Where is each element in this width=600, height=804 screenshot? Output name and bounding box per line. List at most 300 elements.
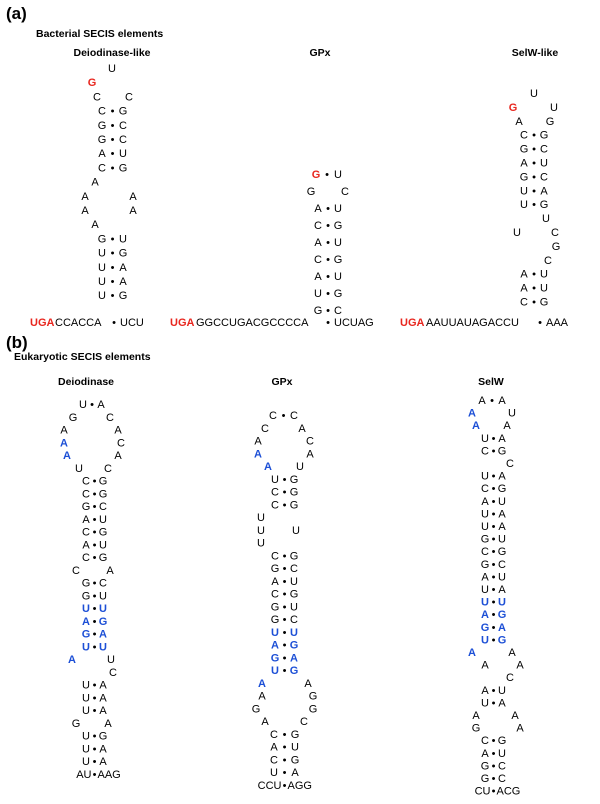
- nucleotide: A: [481, 747, 489, 760]
- uga-codon: UGA: [170, 317, 195, 329]
- nucleotide: A: [298, 422, 306, 435]
- nucleotide: C: [271, 499, 279, 512]
- nucleotide: A: [478, 395, 486, 407]
- nucleotide: G: [289, 665, 299, 677]
- nucleotide: A: [261, 716, 269, 728]
- nucleotide: C: [72, 564, 80, 577]
- nucleotide: AU: [76, 768, 92, 781]
- nucleotide: G: [508, 101, 518, 114]
- base-sequence-right: UCU: [120, 317, 144, 329]
- base-pair-dot: •: [326, 288, 330, 300]
- nucleotide: A: [468, 407, 476, 420]
- nucleotide: G: [97, 233, 107, 246]
- nucleotide: A: [63, 450, 71, 462]
- nucleotide: C: [99, 577, 107, 590]
- base-pair-dot: •: [282, 754, 287, 767]
- nucleotide: U: [292, 524, 300, 537]
- base-pair-dot: •: [110, 261, 115, 274]
- nucleotide: U: [481, 697, 489, 710]
- nucleotide: C: [481, 735, 489, 748]
- base-pair-dot: •: [282, 563, 287, 575]
- nucleotide: A: [99, 628, 107, 641]
- base-pair-dot: •: [112, 317, 116, 329]
- nucleotide: A: [520, 282, 528, 295]
- base-pair-dot: •: [491, 533, 496, 546]
- nucleotide: U: [481, 508, 489, 521]
- nucleotide: G: [270, 563, 280, 575]
- nucleotide: C: [520, 296, 528, 309]
- nucleotide: G: [290, 728, 300, 741]
- base-pair-dot: •: [282, 499, 287, 512]
- base-pair-dot: •: [92, 488, 97, 501]
- base-pair-dot: •: [491, 773, 496, 785]
- nucleotide: A: [291, 767, 299, 779]
- base-pair-dot: •: [282, 652, 287, 665]
- nucleotide: C: [290, 614, 298, 626]
- nucleotide: A: [481, 609, 489, 622]
- base-pair-dot: •: [326, 254, 330, 266]
- nucleotide: A: [264, 461, 272, 473]
- nucleotide: C: [269, 410, 277, 422]
- nucleotide: A: [99, 705, 107, 717]
- nucleotide: G: [81, 590, 91, 603]
- nucleotide: G: [308, 690, 318, 703]
- nucleotide: U: [520, 199, 528, 212]
- nucleotide: U: [498, 747, 506, 760]
- nucleotide: A: [472, 710, 480, 722]
- nucleotide: C: [498, 760, 506, 773]
- base-pair-dot: •: [491, 571, 496, 584]
- nucleotide: C: [520, 129, 528, 142]
- nucleotide: U: [550, 101, 558, 114]
- nucleotide: G: [289, 473, 299, 486]
- nucleotide: C: [99, 501, 107, 513]
- base-pair-dot: •: [532, 199, 536, 212]
- nucleotide: U: [108, 63, 116, 75]
- base-pair-dot: •: [282, 767, 287, 779]
- nucleotide: A: [314, 237, 322, 249]
- nucleotide: U: [82, 705, 90, 717]
- nucleotide: U: [98, 276, 106, 288]
- base-pair-dot: •: [92, 768, 97, 781]
- base-pair-dot: •: [90, 399, 94, 411]
- nucleotide: C: [82, 488, 90, 501]
- nucleotide: A: [498, 470, 506, 483]
- nucleotide: A: [254, 435, 262, 448]
- nucleotide: U: [98, 290, 106, 303]
- nucleotide: C: [82, 552, 90, 564]
- nucleotide: C: [481, 445, 489, 458]
- nucleotide: A: [258, 690, 266, 703]
- base-pair-dot: •: [110, 105, 115, 118]
- nucleotide: G: [289, 588, 299, 601]
- base-pair-dot: •: [491, 558, 496, 571]
- nucleotide: U: [334, 237, 342, 249]
- nucleotide: U: [314, 288, 322, 300]
- nucleotide: U: [257, 512, 265, 524]
- base-pair-dot: •: [491, 483, 496, 496]
- base-pair-dot: •: [110, 290, 115, 303]
- panel-b-heading: Eukaryotic SECIS elements: [14, 351, 151, 363]
- nucleotide: U: [82, 603, 90, 615]
- nucleotide: C: [498, 558, 506, 571]
- nucleotide: U: [82, 679, 90, 692]
- base-pair-dot: •: [110, 276, 115, 288]
- nucleotide: CU: [474, 785, 491, 798]
- base-pair-dot: •: [92, 756, 97, 768]
- nucleotide: A: [520, 157, 528, 170]
- nucleotide: U: [79, 399, 87, 411]
- nucleotide: C: [271, 486, 279, 499]
- nucleotide: A: [82, 539, 90, 552]
- base-pair-dot: •: [326, 317, 330, 329]
- nucleotide: G: [539, 129, 549, 142]
- title-bact-gpx: GPx: [309, 47, 331, 59]
- nucleotide: A: [516, 722, 524, 735]
- nucleotide: C: [109, 666, 117, 679]
- title-euk-gpx: GPx: [271, 376, 293, 388]
- base-pair-dot: •: [491, 684, 496, 697]
- nucleotide: U: [82, 743, 90, 756]
- nucleotide: U: [99, 539, 107, 552]
- base-pair-dot: •: [532, 268, 536, 281]
- nucleotide: A: [498, 395, 506, 407]
- nucleotide: G: [308, 703, 318, 716]
- nucleotide: U: [498, 495, 506, 508]
- nucleotide: G: [519, 143, 529, 156]
- nucleotide: U: [290, 601, 298, 614]
- base-sequence-right: AAA: [546, 317, 569, 329]
- structure-bact-selw-like: [400, 88, 569, 329]
- nucleotide: U: [296, 461, 304, 473]
- nucleotide: ACG: [496, 785, 521, 798]
- nucleotide: U: [257, 524, 265, 537]
- nucleotide: U: [99, 603, 107, 615]
- base-pair-dot: •: [532, 282, 536, 295]
- base-pair-dot: •: [282, 588, 287, 601]
- nucleotide: U: [481, 584, 489, 596]
- base-pair-dot: •: [282, 601, 287, 614]
- nucleotide: G: [98, 730, 108, 743]
- nucleotide: G: [311, 169, 321, 181]
- base-pair-dot: •: [282, 779, 287, 792]
- nucleotide: C: [506, 458, 514, 470]
- base-pair-dot: •: [92, 615, 97, 628]
- nucleotide: A: [498, 697, 506, 710]
- base-pair-dot: •: [491, 495, 496, 508]
- base-pair-dot: •: [282, 741, 287, 754]
- base-pair-dot: •: [282, 473, 287, 486]
- nucleotide: U: [290, 626, 298, 639]
- base-pair-dot: •: [491, 697, 496, 710]
- base-pair-dot: •: [92, 501, 97, 513]
- nucleotide: U: [540, 282, 548, 295]
- nucleotide: U: [75, 462, 83, 475]
- uga-codon: UGA: [400, 317, 425, 329]
- nucleotide: G: [551, 240, 561, 253]
- base-pair-dot: •: [92, 641, 97, 654]
- base-pair-dot: •: [92, 590, 97, 603]
- nucleotide: G: [98, 475, 108, 488]
- nucleotide: G: [71, 717, 81, 730]
- nucleotide: C: [271, 550, 279, 563]
- base-pair-dot: •: [282, 626, 287, 639]
- nucleotide: A: [82, 513, 90, 526]
- base-pair-dot: •: [282, 665, 287, 677]
- nucleotide: U: [520, 185, 528, 198]
- nucleotide: A: [104, 717, 112, 730]
- nucleotide: U: [107, 654, 115, 666]
- nucleotide: A: [129, 190, 137, 203]
- nucleotide: C: [98, 162, 106, 175]
- nucleotide: U: [98, 261, 106, 274]
- nucleotide: A: [258, 677, 266, 690]
- base-pair-dot: •: [282, 575, 287, 588]
- nucleotide: U: [99, 513, 107, 526]
- nucleotide: G: [118, 247, 128, 260]
- base-pair-dot: •: [92, 679, 97, 692]
- nucleotide: G: [81, 501, 91, 513]
- base-pair-dot: •: [491, 596, 496, 609]
- nucleotide: U: [82, 641, 90, 654]
- nucleotide: U: [498, 533, 506, 546]
- base-pair-dot: •: [326, 203, 330, 215]
- nucleotide: AAG: [97, 768, 121, 781]
- nucleotide: U: [99, 641, 107, 654]
- nucleotide: A: [520, 268, 528, 281]
- base-pair-dot: •: [282, 550, 287, 563]
- base-pair-dot: •: [92, 526, 97, 539]
- nucleotide: G: [519, 171, 529, 184]
- nucleotide: A: [129, 205, 137, 217]
- base-pair-dot: •: [491, 634, 496, 647]
- nucleotide: G: [480, 621, 490, 634]
- nucleotide: A: [468, 647, 476, 659]
- nucleotide: G: [333, 254, 343, 266]
- nucleotide: AGG: [287, 779, 312, 792]
- nucleotide: A: [481, 571, 489, 584]
- nucleotide: A: [60, 437, 68, 450]
- base-pair-dot: •: [92, 577, 97, 590]
- nucleotide: G: [87, 77, 97, 90]
- nucleotide: G: [270, 601, 280, 614]
- base-sequence-left: AAUUAUAGACCU: [426, 317, 519, 329]
- nucleotide: A: [304, 677, 312, 690]
- nucleotide: C: [270, 728, 278, 741]
- nucleotide: A: [481, 659, 489, 672]
- base-pair-dot: •: [491, 521, 496, 533]
- nucleotide: C: [271, 588, 279, 601]
- nucleotide: A: [99, 756, 107, 768]
- nucleotide: A: [270, 741, 278, 754]
- nucleotide: C: [498, 773, 506, 785]
- nucleotide: G: [539, 199, 549, 212]
- nucleotide: G: [289, 550, 299, 563]
- nucleotide: G: [539, 296, 549, 309]
- nucleotide: G: [497, 483, 507, 496]
- base-pair-dot: •: [281, 410, 286, 422]
- nucleotide: A: [271, 639, 279, 652]
- nucleotide: A: [99, 743, 107, 756]
- nucleotide: C: [544, 254, 552, 267]
- nucleotide: C: [104, 462, 112, 475]
- base-pair-dot: •: [538, 317, 542, 329]
- nucleotide: A: [119, 276, 127, 288]
- nucleotide: A: [97, 399, 105, 411]
- nucleotide: A: [472, 420, 480, 433]
- nucleotide: G: [98, 552, 108, 564]
- base-pair-dot: •: [110, 134, 115, 146]
- nucleotide: U: [540, 157, 548, 170]
- nucleotide: C: [261, 422, 269, 435]
- uga-codon: UGA: [30, 317, 55, 329]
- base-pair-dot: •: [92, 513, 97, 526]
- nucleotide: G: [98, 615, 108, 628]
- nucleotide: U: [530, 88, 538, 100]
- nucleotide: A: [91, 219, 99, 232]
- nucleotide: G: [497, 634, 507, 647]
- nucleotide: G: [333, 220, 343, 232]
- nucleotide: C: [334, 305, 342, 317]
- nucleotide: U: [99, 590, 107, 603]
- nucleotide: C: [290, 410, 298, 422]
- nucleotide: G: [97, 119, 107, 132]
- title-bact-deiodinase-like: Deiodinase-like: [73, 47, 151, 59]
- nucleotide: G: [480, 533, 490, 546]
- nucleotide: C: [125, 91, 133, 104]
- panel-b-label: (b): [6, 333, 28, 352]
- nucleotide: G: [118, 105, 128, 118]
- base-pair-dot: •: [92, 603, 97, 615]
- structure-euk-deiodinase: [60, 399, 125, 781]
- nucleotide: G: [497, 445, 507, 458]
- base-pair-dot: •: [282, 728, 287, 741]
- base-pair-dot: •: [491, 735, 496, 748]
- nucleotide: G: [98, 488, 108, 501]
- nucleotide: U: [334, 271, 342, 283]
- nucleotide: A: [516, 659, 524, 672]
- base-pair-dot: •: [326, 305, 330, 317]
- base-sequence-right: UCUAG: [334, 317, 374, 329]
- base-pair-dot: •: [92, 475, 97, 488]
- nucleotide: U: [82, 730, 90, 743]
- base-pair-dot: •: [532, 296, 536, 309]
- base-pair-dot: •: [92, 692, 97, 705]
- nucleotide: G: [333, 288, 343, 300]
- nucleotide: A: [290, 652, 298, 665]
- nucleotide: G: [313, 305, 323, 317]
- nucleotide: U: [498, 571, 506, 584]
- nucleotide: G: [81, 577, 91, 590]
- base-pair-dot: •: [92, 743, 97, 756]
- nucleotide: G: [471, 722, 481, 735]
- nucleotide: C: [540, 143, 548, 156]
- nucleotide: G: [480, 558, 490, 571]
- nucleotide: A: [481, 495, 489, 508]
- nucleotide: U: [481, 634, 489, 647]
- base-pair-dot: •: [491, 470, 496, 483]
- nucleotide: C: [551, 227, 559, 239]
- base-pair-dot: •: [491, 609, 496, 622]
- nucleotide: U: [334, 169, 342, 181]
- structure-bact-deiodinase-like: [30, 63, 144, 329]
- nucleotide: G: [497, 546, 507, 559]
- nucleotide: G: [81, 628, 91, 641]
- base-pair-dot: •: [92, 628, 97, 641]
- nucleotide: G: [289, 639, 299, 652]
- nucleotide: G: [270, 652, 280, 665]
- base-pair-dot: •: [92, 539, 97, 552]
- nucleotide: A: [98, 148, 106, 161]
- nucleotide: C: [341, 186, 349, 198]
- nucleotide: U: [291, 741, 299, 754]
- nucleotide: U: [498, 684, 506, 697]
- nucleotide: C: [481, 546, 489, 559]
- nucleotide: G: [118, 162, 128, 175]
- nucleotide: C: [290, 563, 298, 575]
- nucleotide: G: [118, 290, 128, 303]
- nucleotide: U: [271, 665, 279, 677]
- base-pair-dot: •: [110, 247, 115, 260]
- nucleotide: A: [91, 176, 99, 189]
- nucleotide: A: [254, 448, 262, 461]
- base-pair-dot: •: [491, 584, 496, 596]
- base-pair-dot: •: [325, 169, 329, 181]
- nucleotide: G: [545, 115, 555, 128]
- nucleotide: U: [481, 521, 489, 533]
- base-pair-dot: •: [491, 508, 496, 521]
- base-pair-dot: •: [491, 760, 496, 773]
- nucleotide: A: [106, 564, 114, 577]
- base-pair-dot: •: [326, 220, 330, 232]
- base-pair-dot: •: [110, 119, 115, 132]
- nucleotide: A: [271, 575, 279, 588]
- nucleotide: A: [99, 692, 107, 705]
- base-pair-dot: •: [282, 614, 287, 626]
- nucleotide: G: [68, 411, 78, 424]
- nucleotide: U: [481, 596, 489, 609]
- panel-a-label: (a): [6, 4, 27, 23]
- title-euk-selw: SelW: [478, 376, 504, 388]
- nucleotide: U: [82, 692, 90, 705]
- nucleotide: A: [481, 684, 489, 697]
- nucleotide: U: [119, 148, 127, 161]
- panel-a-heading: Bacterial SECIS elements: [36, 28, 164, 40]
- nucleotide: C: [540, 171, 548, 184]
- nucleotide: C: [270, 754, 278, 767]
- base-pair-dot: •: [490, 395, 494, 407]
- structure-bact-gpx: [170, 169, 374, 329]
- nucleotide: G: [251, 703, 261, 716]
- base-pair-dot: •: [326, 237, 330, 249]
- nucleotide: U: [82, 756, 90, 768]
- nucleotide: A: [119, 261, 127, 274]
- nucleotide: A: [114, 424, 122, 437]
- nucleotide: A: [60, 424, 68, 437]
- base-pair-dot: •: [532, 171, 536, 184]
- structure-euk-selw: [468, 395, 524, 798]
- nucleotide: G: [290, 754, 300, 767]
- base-pair-dot: •: [532, 185, 536, 198]
- nucleotide: U: [481, 470, 489, 483]
- nucleotide: A: [68, 654, 76, 666]
- nucleotide: G: [270, 614, 280, 626]
- base-pair-dot: •: [92, 705, 97, 717]
- base-pair-dot: •: [282, 639, 287, 652]
- base-pair-dot: •: [491, 747, 496, 760]
- title-bact-selw-like: SelW-like: [511, 47, 559, 59]
- nucleotide: CCU: [257, 779, 282, 792]
